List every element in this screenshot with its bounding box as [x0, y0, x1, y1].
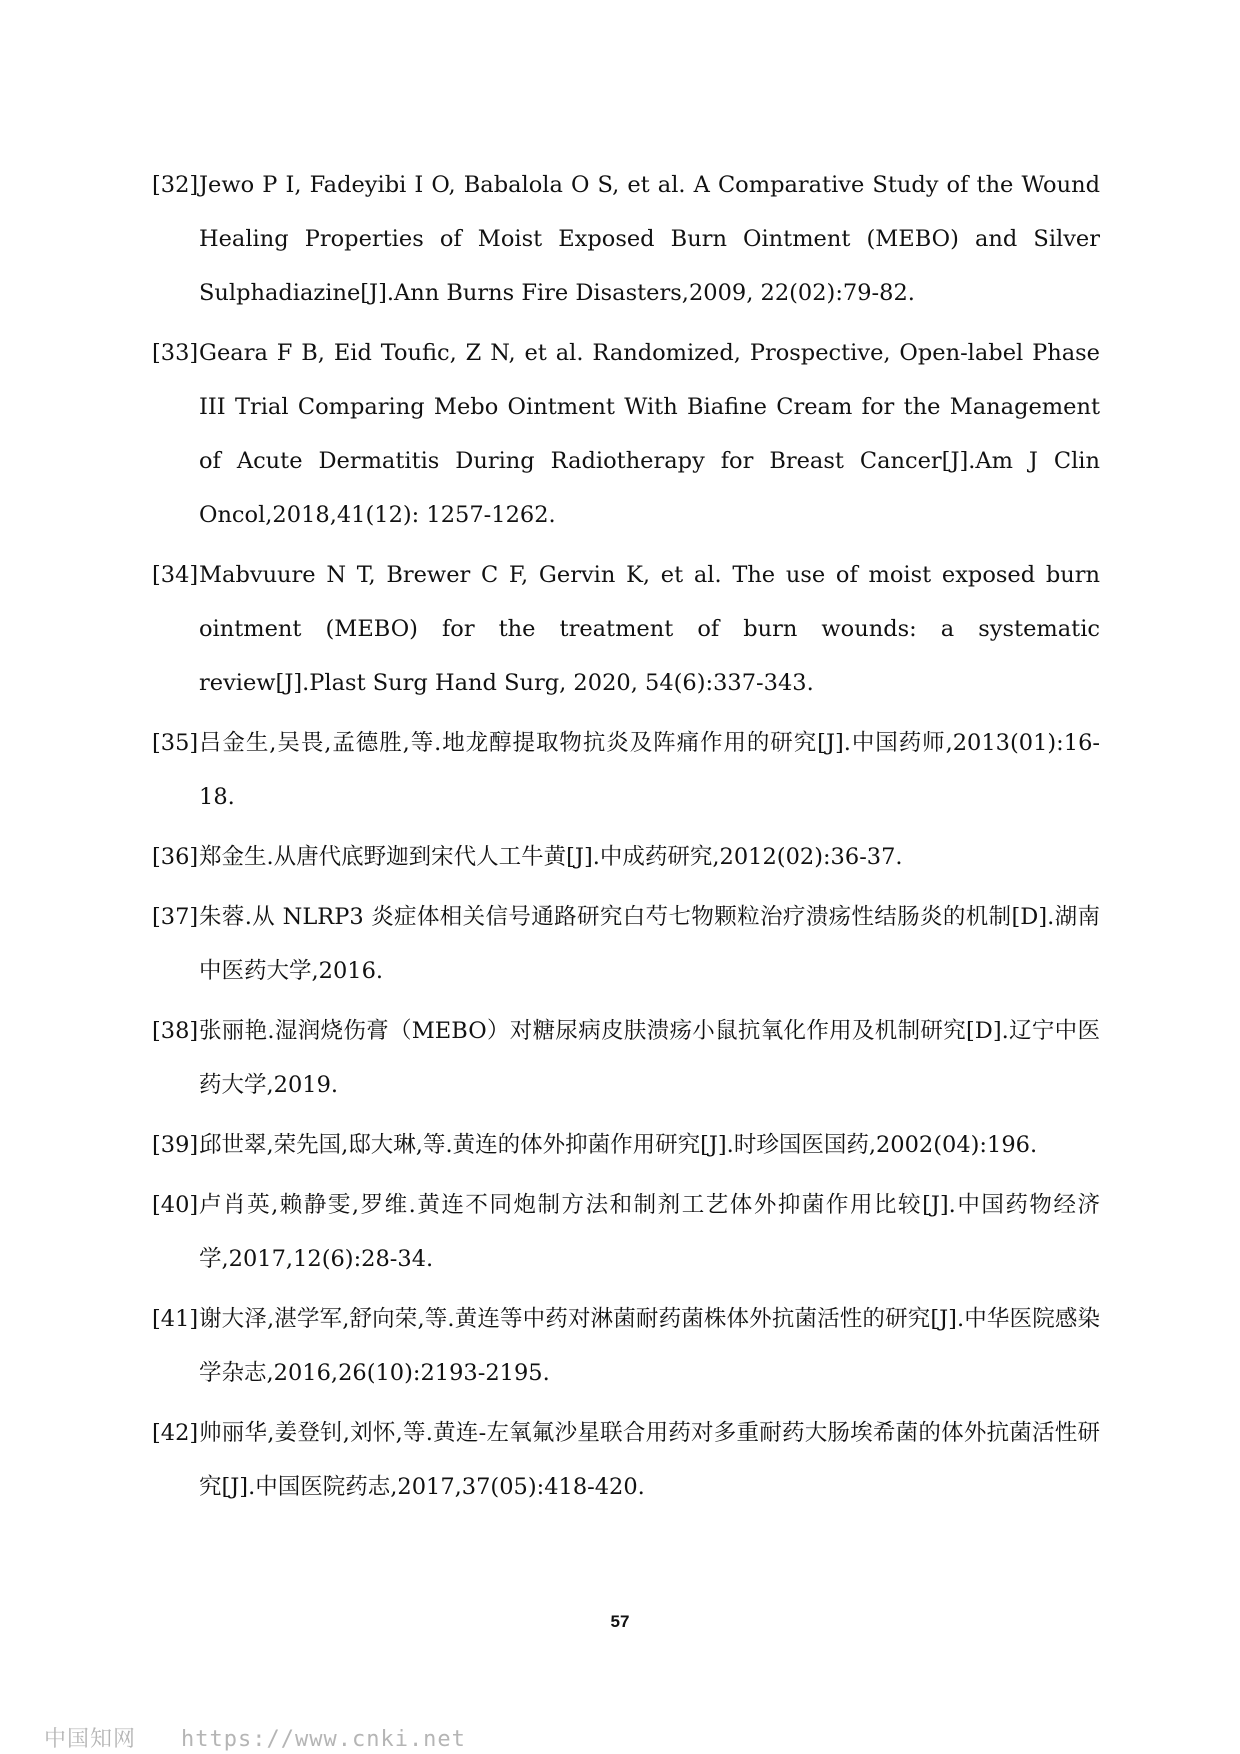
reference-item	[152, 1406, 1100, 1514]
reference-item	[152, 326, 1100, 542]
reference-number: [36]	[152, 844, 199, 870]
reference-list	[152, 158, 1100, 1520]
reference-number: [32]	[152, 172, 199, 198]
watermark-url: https://www.cnki.net	[181, 1727, 466, 1752]
reference-item	[152, 158, 1100, 320]
reference-text: 吕金生,吴畏,孟德胜,等.地龙醇提取物抗炎及阵痛作用的研究[J].中国药师,2013(01):16-18.	[199, 730, 1100, 810]
reference-text: Mabvuure N T, Brewer C F, Gervin K, et al. The use of moist exposed burn ointment (MEBO) for the treatment of burn wounds: a systematic review[J].Plast Surg Hand Surg, 2020, 54(6):337-343.	[199, 562, 1100, 696]
reference-text: 张丽艳.湿润烧伤膏（MEBO）对糖尿病皮肤溃疡小鼠抗氧化作用及机制研究[D].辽宁中医药大学,2019.	[199, 1018, 1100, 1098]
page-number: 57	[610, 1612, 630, 1631]
cnki-watermark	[44, 1722, 466, 1753]
reference-item	[152, 890, 1100, 998]
reference-text: 邱世翠,荣先国,邸大琳,等.黄连的体外抑菌作用研究[J].时珍国医国药,2002(04):196.	[199, 1132, 1038, 1158]
reference-number: [37]	[152, 904, 199, 930]
reference-text: 卢肖英,赖静雯,罗维.黄连不同炮制方法和制剂工艺体外抑菌作用比较[J].中国药物经济学,2017,12(6):28-34.	[199, 1192, 1100, 1272]
reference-number: [39]	[152, 1132, 199, 1158]
reference-item	[152, 1118, 1100, 1172]
reference-text: 谢大泽,湛学军,舒向荣,等.黄连等中药对淋菌耐药菌株体外抗菌活性的研究[J].中华医院感染学杂志,2016,26(10):2193-2195.	[199, 1306, 1100, 1386]
reference-number: [34]	[152, 562, 199, 588]
reference-text: Geara F B, Eid Toufic, Z N, et al. Randomized, Prospective, Open-label Phase III Trial Comparing Mebo Ointment With Biafine Cream for the Management of Acute Dermatitis During Radiotherapy for Breast Cancer[J].Am J Clin Oncol,2018,41(12): 1257-1262.	[199, 340, 1100, 528]
watermark-logo: 中国知网	[44, 1727, 137, 1752]
reference-text: 朱蓉.从 NLRP3 炎症体相关信号通路研究白芍七物颗粒治疗溃疡性结肠炎的机制[D].湖南中医药大学,2016.	[199, 904, 1100, 984]
reference-item	[152, 1292, 1100, 1400]
reference-number: [41]	[152, 1306, 199, 1332]
reference-item	[152, 548, 1100, 710]
reference-number: [38]	[152, 1018, 199, 1044]
reference-number: [42]	[152, 1420, 199, 1446]
reference-text: Jewo P I, Fadeyibi I O, Babalola O S, et al. A Comparative Study of the Wound Healing Properties of Moist Exposed Burn Ointment (MEBO) and Silver Sulphadiazine[J].Ann Burns Fire Disasters,2009, 22(02):79-82.	[199, 172, 1100, 306]
reference-item	[152, 1178, 1100, 1286]
reference-text: 帅丽华,姜登钊,刘怀,等.黄连-左氧氟沙星联合用药对多重耐药大肠埃希菌的体外抗菌活性研究[J].中国医院药志,2017,37(05):418-420.	[199, 1420, 1100, 1500]
reference-item	[152, 1004, 1100, 1112]
reference-text: 郑金生.从唐代底野迦到宋代人工牛黄[J].中成药研究,2012(02):36-37.	[199, 844, 903, 870]
reference-number: [33]	[152, 340, 199, 366]
reference-item	[152, 716, 1100, 824]
reference-number: [35]	[152, 730, 199, 756]
reference-number: [40]	[152, 1192, 199, 1218]
reference-item	[152, 830, 1100, 884]
